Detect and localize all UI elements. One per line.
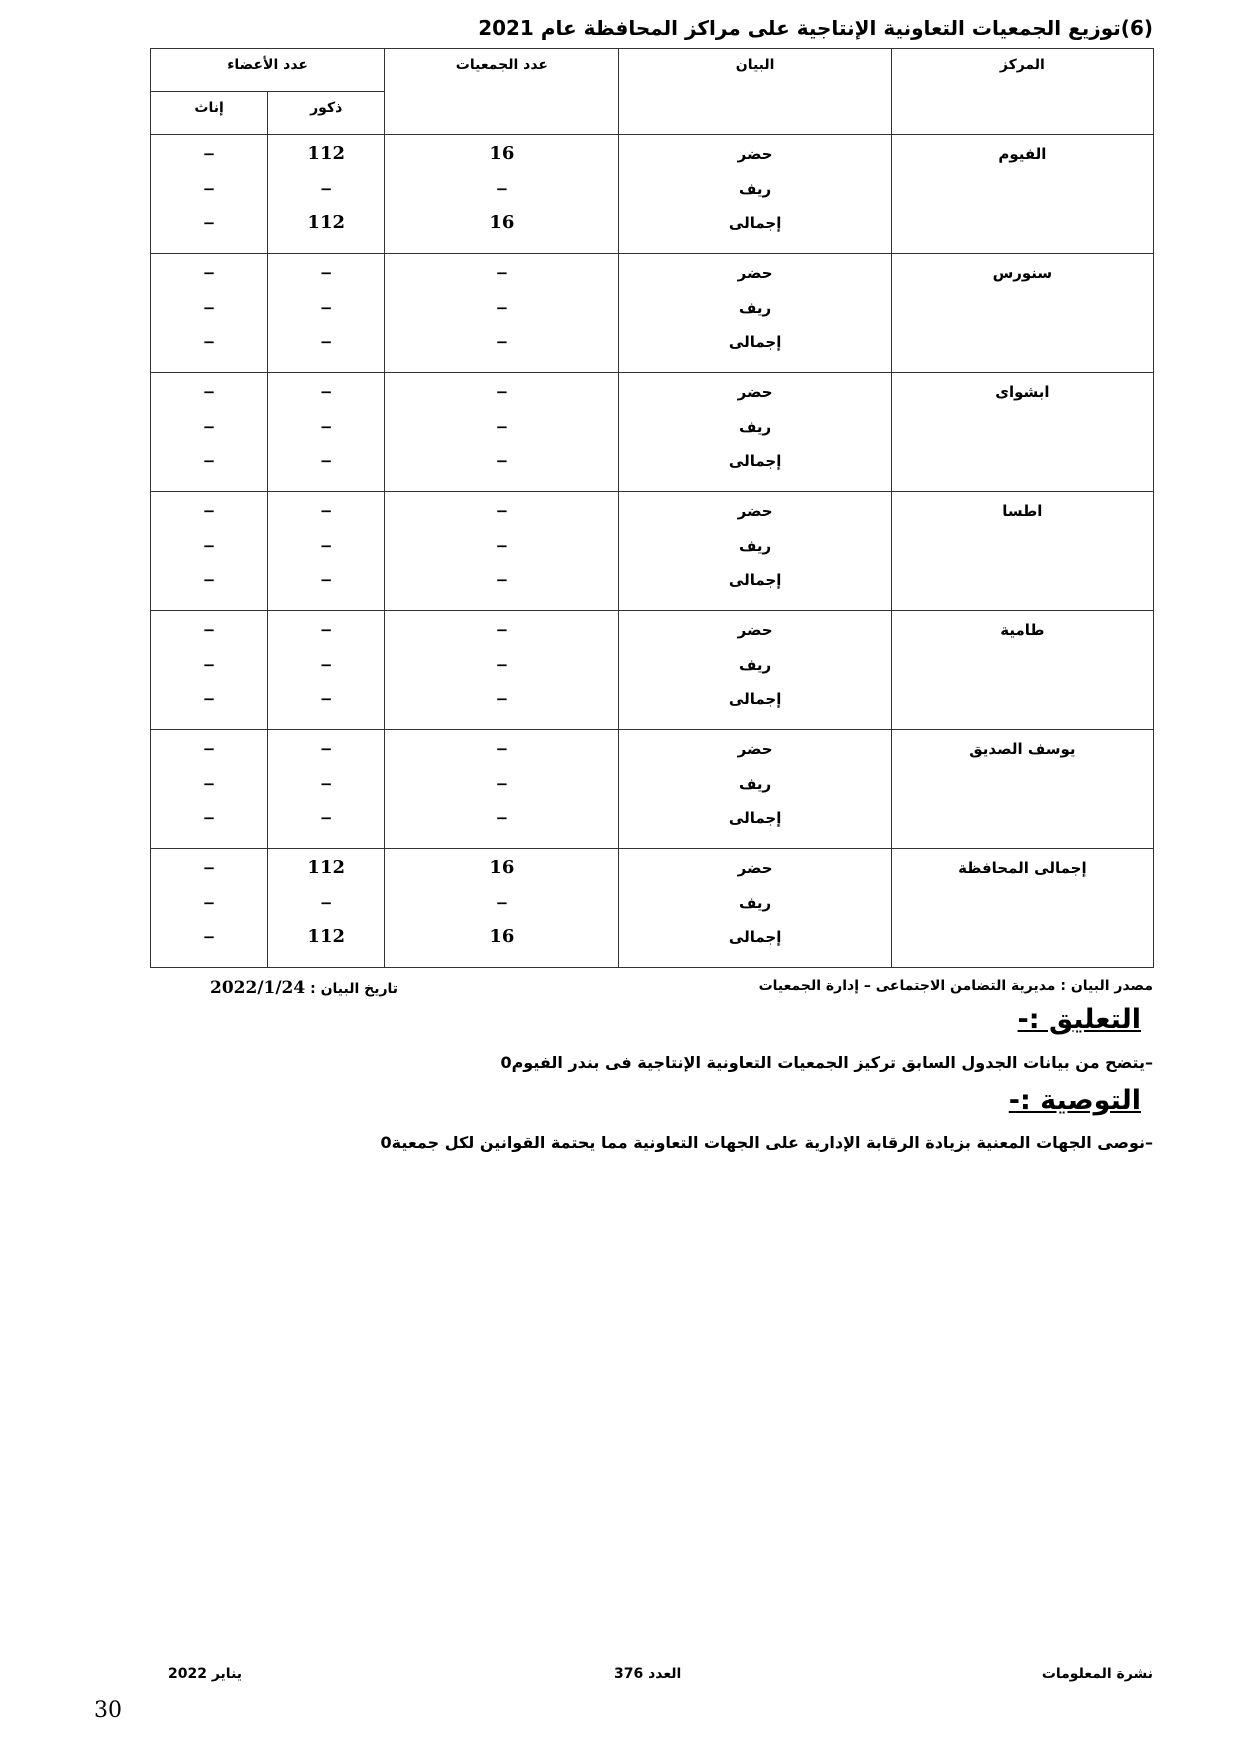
cell-females-value: − <box>202 502 216 520</box>
cell-center: سنورس <box>891 254 1153 373</box>
cell-males-value: − <box>319 502 333 520</box>
cell-societies <box>385 730 619 849</box>
cell-statement <box>619 254 891 373</box>
table-row <box>151 135 1154 254</box>
cell-females-value: − <box>202 774 216 793</box>
cell-statement-value: إجمالى <box>728 214 782 232</box>
cell-statement-value: حضر <box>737 264 773 282</box>
cell-statement-value: ريف <box>739 655 772 674</box>
cell-statement-value: حضر <box>737 145 773 163</box>
cell-females-value: − <box>202 145 216 163</box>
cell-societies-value: − <box>495 417 509 436</box>
cell-center: طامية <box>891 611 1153 730</box>
cell-statement-value: حضر <box>737 740 773 758</box>
cell-males-value: − <box>319 298 333 317</box>
cell-societies-value: − <box>495 333 509 351</box>
cell-females <box>151 730 268 849</box>
cell-males-value: − <box>319 740 333 758</box>
cell-societies-value: 16 <box>489 926 515 947</box>
header-societies: عدد الجمعيات <box>385 49 619 135</box>
cell-males-value: 112 <box>307 926 345 947</box>
cell-societies <box>385 849 619 968</box>
table-row <box>151 254 1154 373</box>
cell-societies <box>385 492 619 611</box>
cell-males <box>268 254 385 373</box>
cell-societies-value: − <box>495 264 509 282</box>
cell-statement-value: إجمالى <box>728 928 782 946</box>
cell-societies-value: − <box>495 655 509 674</box>
cell-females-value: − <box>202 621 216 639</box>
cell-females-value: − <box>202 740 216 758</box>
cell-societies-value: − <box>495 536 509 555</box>
cell-males-value: − <box>319 179 333 198</box>
cell-males-value: − <box>319 621 333 639</box>
recommendation-heading: التوصية :- <box>1008 1085 1141 1116</box>
cell-females <box>151 611 268 730</box>
cell-females-value: − <box>202 214 216 232</box>
cell-females-value: − <box>202 809 216 827</box>
cell-societies-value: − <box>495 502 509 520</box>
cell-males-value: − <box>319 655 333 674</box>
cell-females-value: − <box>202 928 216 946</box>
cell-females-value: − <box>202 571 216 589</box>
cell-females-value: − <box>202 179 216 198</box>
cell-statement-value: حضر <box>737 502 773 520</box>
cell-females <box>151 492 268 611</box>
cell-females-value: − <box>202 859 216 877</box>
cell-societies-value: − <box>495 690 509 708</box>
cell-societies-value: − <box>495 452 509 470</box>
cell-females <box>151 135 268 254</box>
cell-statement-value: ريف <box>739 536 772 555</box>
cell-center: إجمالى المحافظة <box>891 849 1153 968</box>
cell-statement <box>619 135 891 254</box>
cell-center: يوسف الصديق <box>891 730 1153 849</box>
cell-females-value: − <box>202 536 216 555</box>
cell-males-value: − <box>319 333 333 351</box>
cell-societies-value: − <box>495 893 509 912</box>
cell-statement <box>619 373 891 492</box>
cell-males-value: − <box>319 690 333 708</box>
cell-males-value: 112 <box>307 212 345 233</box>
cell-males-value: − <box>319 571 333 589</box>
cell-societies <box>385 254 619 373</box>
header-members: عدد الأعضاء <box>151 49 385 92</box>
cell-females <box>151 849 268 968</box>
cell-females-value: − <box>202 893 216 912</box>
cell-males-value: 112 <box>307 143 345 164</box>
cell-males-value: − <box>319 452 333 470</box>
cell-societies-value: 16 <box>489 212 515 233</box>
table-row <box>151 492 1154 611</box>
header-statement: البيان <box>619 49 891 135</box>
cell-societies-value: − <box>495 383 509 401</box>
header-center: المركز <box>891 49 1153 135</box>
table-row <box>151 373 1154 492</box>
data-source: مصدر البيان : مديرية التضامن الاجتماعى – إدارة الجمعيات <box>758 978 1153 994</box>
cell-females-value: − <box>202 452 216 470</box>
cell-societies-value: − <box>495 571 509 589</box>
page-number: 30 <box>94 1698 122 1723</box>
cell-statement <box>619 611 891 730</box>
footer-issue: العدد 376 <box>614 1666 682 1682</box>
cell-center: اطسا <box>891 492 1153 611</box>
cell-statement <box>619 730 891 849</box>
cell-statement-value: إجمالى <box>728 571 782 589</box>
cell-males-value: − <box>319 809 333 827</box>
cell-males-value: − <box>319 383 333 401</box>
cell-societies <box>385 135 619 254</box>
cell-statement-value: إجمالى <box>728 690 782 708</box>
date-label: تاريخ البيان : <box>310 981 399 997</box>
cell-females-value: − <box>202 655 216 674</box>
cell-center: ابشواى <box>891 373 1153 492</box>
recommendation-text: –نوصى الجهات المعنية بزيادة الرقابة الإدارية على الجهات التعاونية مما يحتمة القوانين لكل جمعية0 <box>380 1133 1153 1152</box>
footer-date: يناير 2022 <box>168 1666 243 1682</box>
header-females: إناث <box>151 92 268 135</box>
cell-societies-value: − <box>495 298 509 317</box>
header-males: ذكور <box>268 92 385 135</box>
cell-males <box>268 849 385 968</box>
cell-societies-value: − <box>495 774 509 793</box>
cell-statement-value: ريف <box>739 298 772 317</box>
cell-societies-value: − <box>495 740 509 758</box>
cell-societies <box>385 373 619 492</box>
cell-statement-value: إجمالى <box>728 809 782 827</box>
cell-females-value: − <box>202 417 216 436</box>
cell-females-value: − <box>202 690 216 708</box>
cell-statement-value: ريف <box>739 179 772 198</box>
cell-males <box>268 611 385 730</box>
page-title: (6)توزيع الجمعيات التعاونية الإنتاجية على مراكز المحافظة عام 2021 <box>478 16 1153 40</box>
cell-males-value: − <box>319 893 333 912</box>
cell-statement-value: حضر <box>737 383 773 401</box>
cell-societies-value: − <box>495 179 509 198</box>
cell-statement-value: ريف <box>739 774 772 793</box>
cell-statement-value: إجمالى <box>728 333 782 351</box>
cell-statement <box>619 492 891 611</box>
date-value: 2022/1/24 <box>210 978 306 998</box>
comment-heading: التعليق :- <box>1017 1004 1141 1035</box>
cell-males-value: − <box>319 417 333 436</box>
footer-publication: نشرة المعلومات <box>1041 1666 1153 1682</box>
cell-societies-value: 16 <box>489 857 515 878</box>
cell-males <box>268 135 385 254</box>
cell-males-value: − <box>319 774 333 793</box>
cell-males-value: − <box>319 536 333 555</box>
cell-societies-value: 16 <box>489 143 515 164</box>
cell-males-value: 112 <box>307 857 345 878</box>
cell-center: الفيوم <box>891 135 1153 254</box>
cell-statement-value: إجمالى <box>728 452 782 470</box>
cell-females-value: − <box>202 333 216 351</box>
cell-females-value: − <box>202 264 216 282</box>
cell-females <box>151 254 268 373</box>
comment-text: –يتضح من بيانات الجدول السابق تركيز الجمعيات التعاونية الإنتاجية فى بندر الفيوم0 <box>500 1053 1153 1072</box>
table-row <box>151 730 1154 849</box>
cell-females-value: − <box>202 383 216 401</box>
cell-females <box>151 373 268 492</box>
cell-statement <box>619 849 891 968</box>
table-row <box>151 849 1154 968</box>
cell-males <box>268 492 385 611</box>
table-row <box>151 611 1154 730</box>
data-date <box>210 978 398 998</box>
cell-statement-value: ريف <box>739 417 772 436</box>
cooperatives-table <box>150 48 1154 968</box>
cell-societies-value: − <box>495 621 509 639</box>
cell-statement-value: حضر <box>737 621 773 639</box>
cell-males-value: − <box>319 264 333 282</box>
cell-females-value: − <box>202 298 216 317</box>
cell-males <box>268 373 385 492</box>
cell-statement-value: حضر <box>737 859 773 877</box>
cell-societies <box>385 611 619 730</box>
cell-males <box>268 730 385 849</box>
cell-societies-value: − <box>495 809 509 827</box>
cell-statement-value: ريف <box>739 893 772 912</box>
